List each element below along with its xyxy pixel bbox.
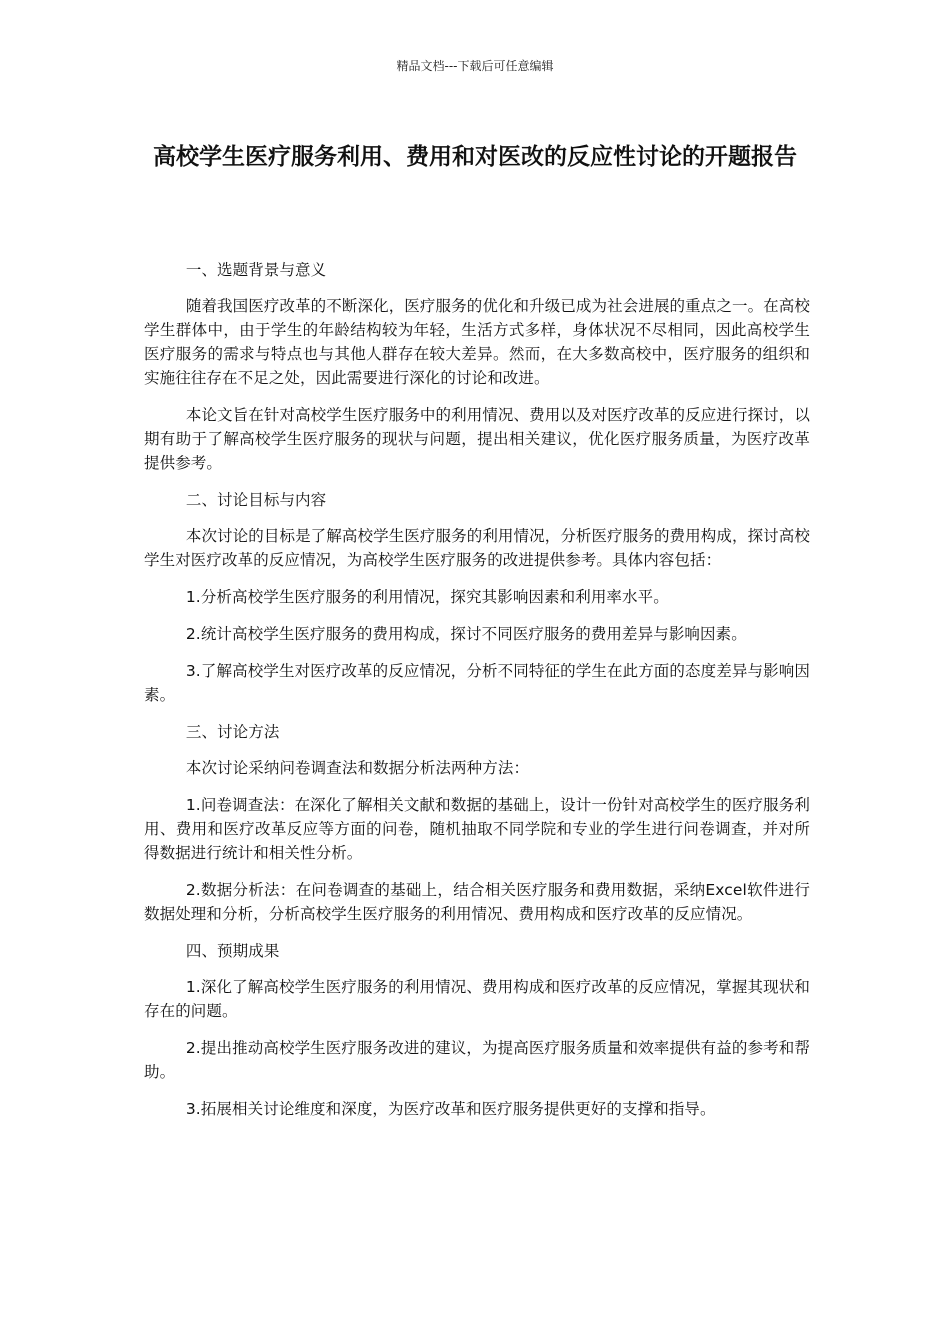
list-item-outcome-3: 3.拓展相关讨论维度和深度，为医疗改革和医疗服务提供更好的支撑和指导。 [185,1100,716,1118]
paragraph-methods-intro: 本次讨论采纳问卷调查法和数据分析法两种方法： [185,759,530,777]
list-item-objective-3: 3.了解高校学生对医疗改革的反应情况，分析不同特征的学生在此方面的态度差异与影响因素。 [144,662,810,704]
document-body [144,258,810,1134]
header-note: 精品文档---下载后可任意编辑 [396,59,554,73]
list-item-outcome-2: 2.提出推动高校学生医疗服务改进的建议，为提高医疗服务质量和效率提供有益的参考和帮助。 [144,1039,810,1081]
paragraph-objectives-intro: 本次讨论的目标是了解高校学生医疗服务的利用情况，分析医疗服务的费用构成，探讨高校学生对医疗改革的反应情况，为高校学生医疗服务的改进提供参考。具体内容包括： [144,527,810,569]
list-item-objective-2: 2.统计高校学生医疗服务的费用构成，探讨不同医疗服务的费用差异与影响因素。 [185,625,747,643]
list-item-objective-1: 1.分析高校学生医疗服务的利用情况，探究其影响因素和利用率水平。 [185,588,669,606]
paragraph-background-1: 随着我国医疗改革的不断深化，医疗服务的优化和升级已成为社会进展的重点之一。在高校学生群体中，由于学生的年龄结构较为年轻，生活方式多样，身体状况不尽相同，因此高校学生医疗服务的需求与特点也与其他人群存在较大差异。然而，在大多数高校中，医疗服务的组织和实施往往存在不足之处，因此需要进行深化的讨论和改进。 [144,297,810,387]
list-item-method-1: 1.问卷调查法：在深化了解相关文献和数据的基础上，设计一份针对高校学生的医疗服务利用、费用和医疗改革反应等方面的问卷，随机抽取不同学院和专业的学生进行问卷调查，并对所得数据进行统计和相关性分析。 [144,796,810,862]
list-item-method-2: 2.数据分析法：在问卷调查的基础上，结合相关医疗服务和费用数据，采纳Excel软件进行数据处理和分析，分析高校学生医疗服务的利用情况、费用构成和医疗改革的反应情况。 [144,881,810,923]
section-heading-background: 一、选题背景与意义 [185,261,327,279]
section-heading-outcomes: 四、预期成果 [185,942,280,960]
section-heading-methods: 三、讨论方法 [185,723,280,741]
section-heading-objectives: 二、讨论目标与内容 [185,491,327,509]
document-title: 高校学生医疗服务利用、费用和对医改的反应性讨论的开题报告 [153,144,797,170]
paragraph-background-2: 本论文旨在针对高校学生医疗服务中的利用情况、费用以及对医疗改革的反应进行探讨，以期有助于了解高校学生医疗服务的现状与问题，提出相关建议，优化医疗服务质量，为医疗改革提供参考。 [144,406,810,472]
list-item-outcome-1: 1.深化了解高校学生医疗服务的利用情况、费用构成和医疗改革的反应情况，掌握其现状和存在的问题。 [144,978,810,1020]
